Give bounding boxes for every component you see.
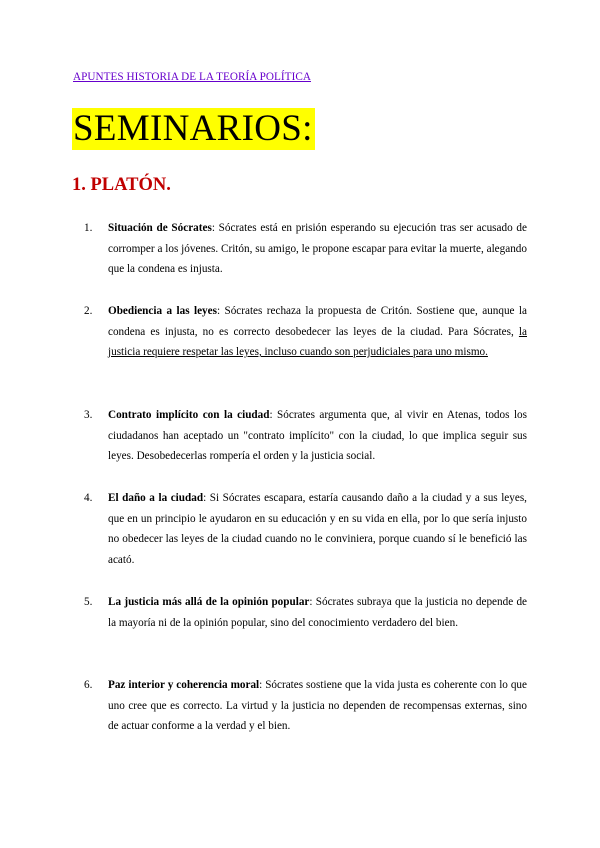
list-item-number: 1. (84, 222, 93, 234)
list-item-term: Contrato implícito con la ciudad (108, 409, 270, 421)
list-item-body (108, 488, 527, 570)
list-item-body (108, 592, 527, 633)
list-item-body (108, 301, 527, 363)
list-item-text: : Sócrates subraya que la justicia no depende de la mayoría ni de la opinión popular, sino del conocimiento verdadero del bien. (108, 596, 527, 629)
list-item-text: : Sócrates está en prisión esperando su ejecución tras ser acusado de corromper a los jóvenes. Critón, su amigo, le propone escapar para evitar la muerte, alegando que la condena es injusta. (108, 222, 527, 275)
list-item-number: 5. (84, 596, 93, 608)
list-item (84, 218, 527, 280)
list-item-number: 3. (84, 409, 93, 421)
list-item-number: 4. (84, 492, 93, 504)
list-item-underlined-text: la justicia requiere respetar las leyes, incluso cuando son perjudiciales para uno mismo. (108, 325, 527, 358)
list-item-number: 2. (84, 305, 93, 317)
list-item-term: La justicia más allá de la opinión popular (108, 596, 310, 608)
list-item-term: Obediencia a las leyes (108, 305, 217, 317)
list-item-body (108, 218, 527, 280)
list-item (84, 592, 527, 633)
list-item (84, 488, 527, 570)
list-item-body (108, 405, 527, 467)
list-item-body (108, 675, 527, 737)
list-item-number: 6. (84, 679, 93, 691)
page-title: SEMINARIOS: (73, 108, 313, 149)
course-header-link[interactable]: APUNTES HISTORIA DE LA TEORÍA POLÍTICA (73, 71, 311, 83)
section-title: 1. PLATÓN. (72, 175, 171, 195)
list-item-term: Paz interior y coherencia moral (108, 679, 260, 691)
list-item-text: : Sócrates argumenta que, al vivir en Atenas, todos los ciudadanos han aceptado un "contrato implícito" con la ciudad, lo que implica seguir sus leyes. Desobedecerlas rompería el orden y la justicia social. (108, 409, 527, 462)
list-item (84, 301, 527, 363)
list-item-text: : Sócrates rechaza la propuesta de Critón. Sostiene que, aunque la condena es injusta, no es correcto desobedecer las leyes de la ciudad. Para Sócrates, (108, 305, 527, 338)
list-item-text: : Sócrates sostiene que la vida justa es coherente con lo que uno cree que es correcto. La virtud y la justicia no dependen de recompensas externas, sino de actuar conforme a la verdad y el bien. (108, 679, 527, 732)
list-item (84, 675, 527, 737)
list-item-term: El daño a la ciudad (108, 492, 204, 504)
list-item-term: Situación de Sócrates (108, 222, 212, 234)
list-item (84, 405, 527, 467)
list-item-text: : Si Sócrates escapara, estaría causando daño a la ciudad y a sus leyes, que en un principio le ayudaron en su educación y en su vida en ella, por lo que sería injusto no obedecer las leyes de la ciudad cuando no le conviniera, porque cuando sí le benefició las acató. (108, 492, 527, 566)
